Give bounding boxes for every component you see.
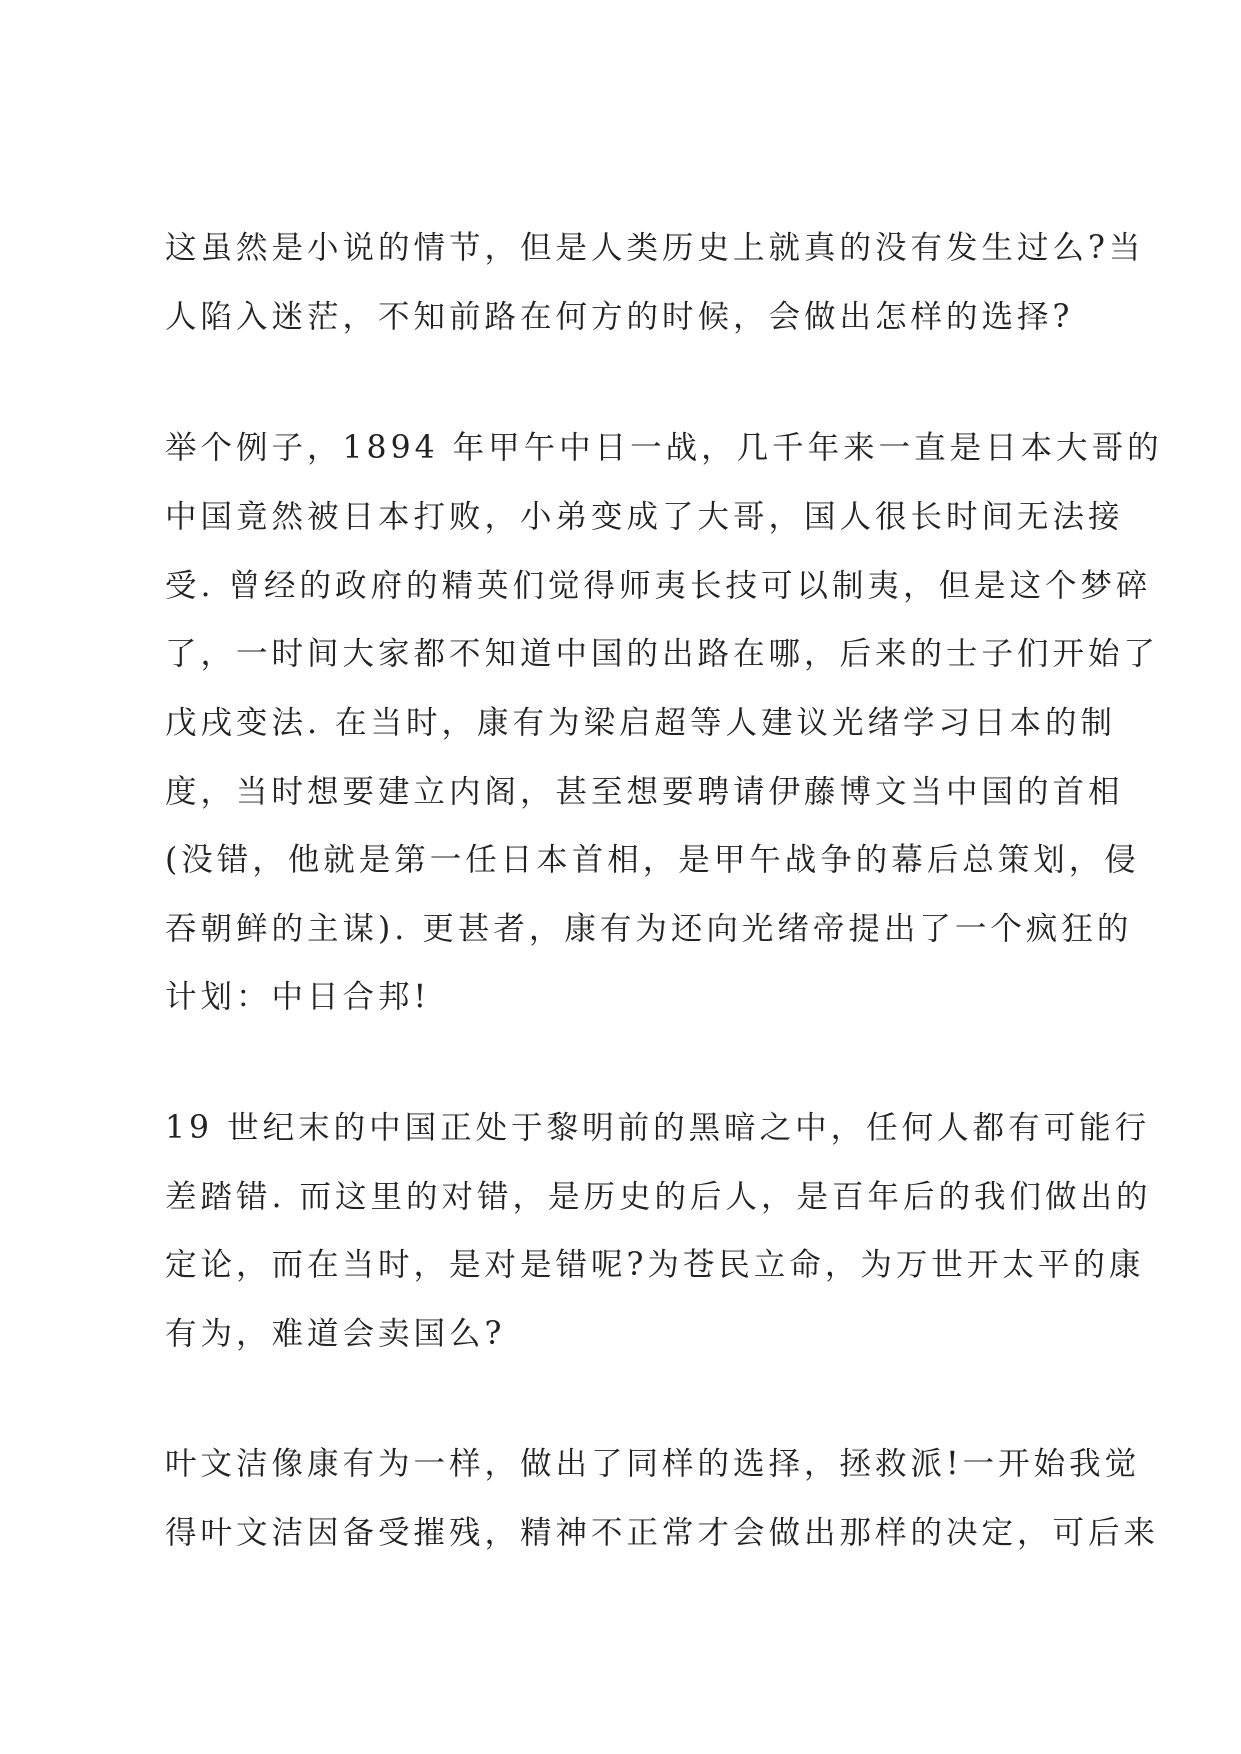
text-line: 戊戌变法. 在当时，康有为梁启超等人建议光绪学习日本的制 [165, 705, 1117, 741]
text-line: 这虽然是小说的情节，但是人类历史上就真的没有发生过么?当 [165, 230, 1145, 266]
text-line: 叶文洁像康有为一样，做出了同样的选择，拯救派!一开始我觉 [165, 1446, 1141, 1482]
text-line: 差踏错. 而这里的对错，是历史的后人，是百年后的我们做出的 [165, 1179, 1152, 1215]
text-line: 计划：中日合邦! [165, 979, 431, 1015]
text-line: 定论，而在当时，是对是错呢?为苍民立命，为万世开太平的康 [165, 1247, 1145, 1283]
text-line: 得叶文洁因备受摧残，精神不正常才会做出那样的决定，可后来 [165, 1515, 1160, 1551]
text-line: 19 世纪末的中国正处于黎明前的黑暗之中，任何人都有可能行 [165, 1110, 1151, 1146]
text-line: 中国竟然被日本打败，小弟变成了大哥，国人很长时间无法接 [165, 499, 1124, 535]
text-line: 受. 曾经的政府的精英们觉得师夷长技可以制夷，但是这个梦碎 [165, 568, 1152, 604]
text-line: 了，一时间大家都不知道中国的出路在哪，后来的士子们开始了 [165, 636, 1160, 672]
text-line: 吞朝鲜的主谋). 更甚者，康有为还向光绪帝提出了一个疯狂的 [165, 911, 1133, 947]
text-line: (没错，他就是第一任日本首相，是甲午战争的幕后总策划，侵 [165, 842, 1140, 878]
text-line: 度，当时想要建立内阁，甚至想要聘请伊藤博文当中国的首相 [165, 774, 1124, 810]
text-line: 有为，难道会卖国么? [165, 1316, 506, 1352]
text-line: 人陷入迷茫，不知前路在何方的时候，会做出怎样的选择? [165, 299, 1074, 335]
text-line: 举个例子，1894 年甲午中日一战，几千年来一直是日本大哥的 [165, 430, 1163, 466]
